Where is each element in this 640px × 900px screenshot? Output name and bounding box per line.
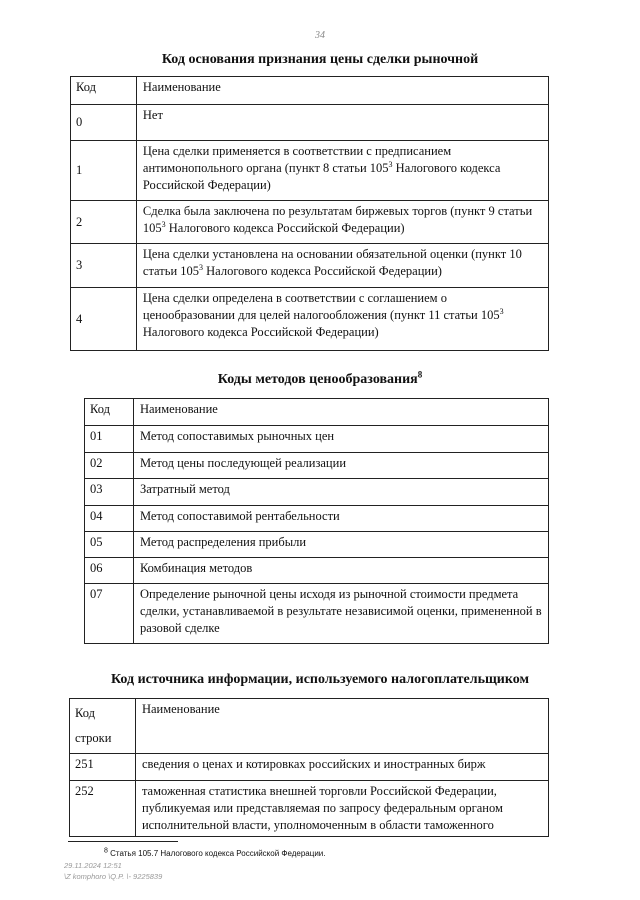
row-code: 05 xyxy=(85,532,134,558)
footnote-divider xyxy=(68,841,178,842)
table-header-row xyxy=(71,77,549,105)
row-name: Цена сделки применяется в соответствии с предписанием антимонопольного органа (пункт 8 статьи $105^3$ Налогового кодекса Российской Федерации) xyxy=(136,141,548,201)
section3-title: Код источника информации, используемого налогоплательщиком xyxy=(110,672,530,687)
header-name: Наименование xyxy=(136,77,548,105)
section3-table xyxy=(69,698,549,837)
header-code: Код строки xyxy=(70,699,136,754)
table-row xyxy=(71,201,549,244)
section2-table xyxy=(84,398,549,644)
row-name: Затратный метод xyxy=(133,479,548,506)
table-row xyxy=(85,584,549,644)
row-name: Метод сопоставимых рыночных цен xyxy=(133,426,548,453)
row-code: 1 xyxy=(71,141,137,201)
row-name: Определение рыночной цены исходя из рыночной стоимости предмета сделки, устанавливаемой в результате независимой оценки, примененной в разовой сделке xyxy=(133,584,548,644)
row-name: таможенная статистика внешней торговли Российской Федерации, публикуемая или представляемая по запросу федеральным органом исполнительной власти, уполномоченным в области таможенного xyxy=(135,781,548,837)
row-code: 2 xyxy=(71,201,137,244)
table-row xyxy=(71,105,549,141)
page-number: 34 xyxy=(315,30,325,41)
table-row xyxy=(85,558,549,584)
footnote: $^8$ Статья 105.7 Налогового кодекса Российской Федерации. xyxy=(104,847,326,858)
table-row xyxy=(85,426,549,453)
table-row xyxy=(71,141,549,201)
table-row xyxy=(71,244,549,288)
table-header-row xyxy=(85,399,549,426)
footnote-mark[interactable]: 8 xyxy=(417,369,423,380)
row-code: 07 xyxy=(85,584,134,644)
print-stamp-date: 29.11.2024 12:51 xyxy=(64,861,122,870)
row-name: Сделка была заключена по результатам биржевых торгов (пункт 9 статьи $105^3$ Налогового кодекса Российской Федерации) xyxy=(136,201,548,244)
table-row xyxy=(85,506,549,532)
row-code: 0 xyxy=(71,105,137,141)
header-code: Код xyxy=(71,77,137,105)
table-row xyxy=(70,754,549,781)
table-row xyxy=(70,781,549,837)
table-row xyxy=(85,479,549,506)
row-code: 04 xyxy=(85,506,134,532)
table-header-row xyxy=(70,699,549,754)
row-name: Цена сделки установлена на основании обязательной оценки (пункт 10 статьи $105^3$ Налогового кодекса Российской Федерации) xyxy=(136,244,548,288)
row-code: 02 xyxy=(85,453,134,479)
row-code: 01 xyxy=(85,426,134,453)
row-name: Нет xyxy=(136,105,548,141)
table-row xyxy=(71,288,549,351)
row-name: Комбинация методов xyxy=(133,558,548,584)
header-code: Код xyxy=(85,399,134,426)
section1-title: Код основания признания цены сделки рыночной xyxy=(161,52,479,67)
row-name: Метод сопоставимой рентабельности xyxy=(133,506,548,532)
row-name: Метод цены последующей реализации xyxy=(133,453,548,479)
row-name: сведения о ценах и котировках российских и иностранных бирж xyxy=(135,754,548,781)
table-row xyxy=(85,453,549,479)
section1-table xyxy=(70,76,549,351)
header-name: Наименование xyxy=(133,399,548,426)
row-code: 06 xyxy=(85,558,134,584)
row-code: 03 xyxy=(85,479,134,506)
row-code: 251 xyxy=(70,754,136,781)
print-stamp-id: \Z komphoro \Q.P. \- 9225839 xyxy=(64,872,163,881)
row-code: 3 xyxy=(71,244,137,288)
section2-title: Коды методов ценообразования$^8$ xyxy=(217,369,423,387)
row-code: 252 xyxy=(70,781,136,837)
table-row xyxy=(85,532,549,558)
row-code: 4 xyxy=(71,288,137,351)
row-name: Цена сделки определена в соответствии с соглашением о ценообразовании для целей налогообложения (пункт 11 статьи $105^3$ Налогового кодекса Российской Федерации) xyxy=(136,288,548,351)
row-name: Метод распределения прибыли xyxy=(133,532,548,558)
header-name: Наименование xyxy=(135,699,548,754)
